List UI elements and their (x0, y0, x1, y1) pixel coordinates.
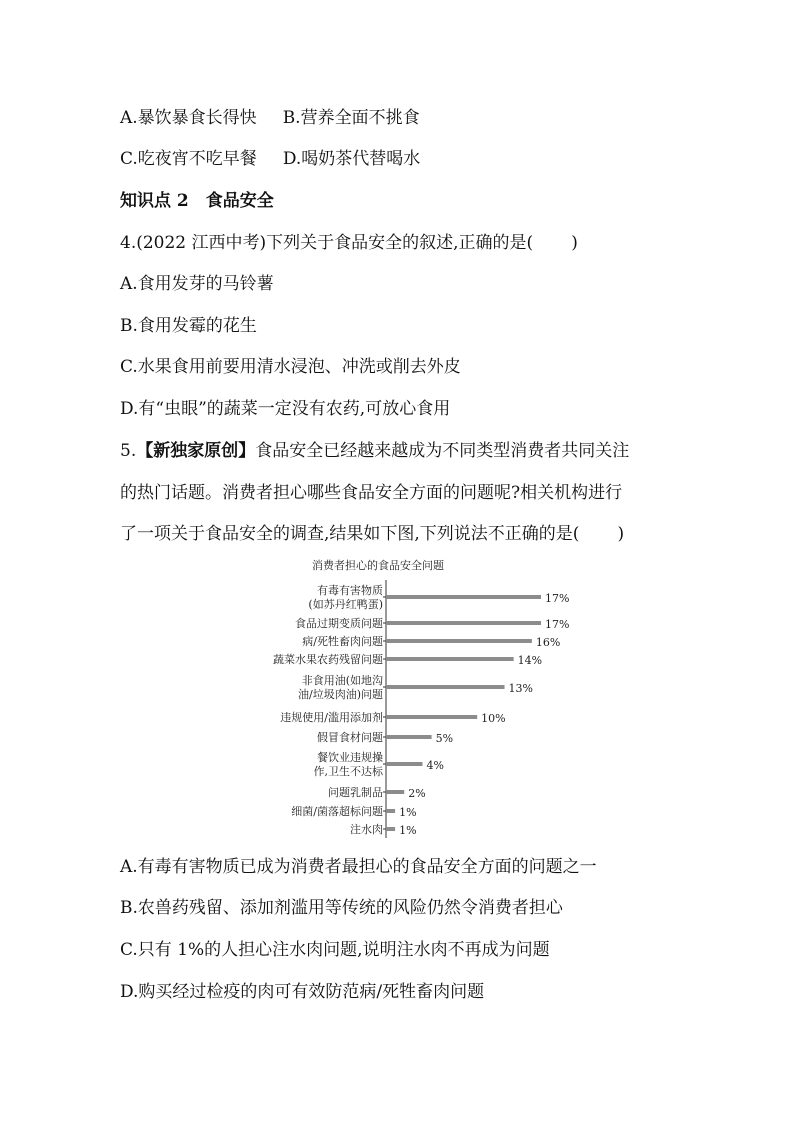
bar (386, 715, 477, 719)
q5-number: 5. (120, 441, 137, 461)
value-label: 5% (435, 732, 454, 745)
value-label: 16% (535, 636, 561, 649)
category-label: (如苏丹红鸭蛋) (308, 598, 383, 611)
value-label: 4% (426, 759, 444, 772)
q4-option-b: B.食用发霉的花生 (120, 316, 257, 336)
food-safety-bar-chart (258, 556, 570, 840)
q5-option-c: C.只有 1%的人担心注水肉问题,说明注水肉不再成为问题 (120, 940, 550, 960)
q5-stem-line-3 (120, 523, 624, 545)
category-label: 餐饮业违规操 (317, 751, 383, 764)
q4-option-d: D.有“虫眼”的蔬菜一定没有农药,可放心食用 (120, 399, 451, 419)
bar (386, 639, 532, 643)
chart-title: 消费者担心的食品安全问题 (312, 559, 444, 572)
q5-stem-line-1 (120, 440, 629, 462)
bar (386, 595, 541, 599)
q5-option-b: B.农兽药残留、添加剂滥用等传统的风险仍然令消费者担心 (120, 898, 563, 918)
q5-option-d: D.购买经过检疫的肉可有效防范病/死牲畜肉问题 (120, 982, 485, 1002)
category-label: 病/死牲畜肉问题 (302, 635, 383, 648)
bar (386, 790, 404, 794)
category-label: 问题乳制品 (328, 786, 383, 799)
q5-stem-close: ) (617, 524, 625, 544)
bar (386, 735, 432, 739)
bar (386, 621, 541, 625)
value-label: 17% (545, 592, 570, 605)
category-label: 违规使用/滥用添加剂 (280, 711, 383, 724)
bar (386, 685, 505, 689)
category-label: 有毒有害物质 (317, 584, 383, 597)
q3-option-d: D.喝奶茶代替喝水 (282, 149, 421, 169)
q5-stem-line-2: 的热门话题。消费者担心哪些食品安全方面的问题呢?相关机构进行 (120, 483, 623, 503)
q5-option-a: A.有毒有害物质已成为消费者最担心的食品安全方面的问题之一 (120, 857, 597, 877)
q3-option-a: A.暴饮暴食长得快 (120, 108, 257, 128)
value-label: 10% (481, 712, 506, 725)
category-label: 食品过期变质问题 (295, 617, 383, 630)
q4-stem (120, 232, 578, 254)
value-label: 17% (545, 618, 570, 631)
bar (386, 762, 422, 766)
value-label: 14% (517, 654, 543, 667)
q3-option-c: C.吃夜宵不吃早餐 (120, 149, 257, 169)
q3-options-row-2 (120, 148, 420, 170)
value-label: 1% (399, 824, 417, 837)
bar (386, 657, 514, 661)
category-label: 注水肉 (350, 823, 383, 836)
category-label: 非食用油(如地沟 (301, 674, 383, 687)
q3-options-row-1 (120, 107, 420, 129)
q5-line-3: 了一项关于食品安全的调查,结果如下图,下列说法不正确的是( (120, 524, 580, 544)
bar (386, 809, 395, 813)
q5-tag: 【新独家原创】 (136, 441, 256, 461)
q4-stem-close: ) (571, 233, 578, 253)
category-label: 细菌/菌落超标问题 (291, 805, 383, 818)
category-label: 油/垃圾肉油)问题 (298, 688, 383, 701)
value-label: 13% (508, 682, 533, 695)
category-label: 假冒食材问题 (317, 731, 383, 744)
q4-option-a: A.食用发芽的马铃薯 (120, 274, 274, 294)
q4-option-c: C.水果食用前要用清水浸泡、冲洗或削去外皮 (120, 357, 461, 377)
value-label: 1% (399, 806, 417, 819)
bar (386, 827, 395, 831)
q3-option-b: B.营养全面不挑食 (282, 108, 420, 128)
category-label: 蔬菜水果农药残留问题 (273, 653, 383, 666)
q4-stem-text: 4.(2022 江西中考)下列关于食品安全的叙述,正确的是( (120, 233, 534, 253)
q5-line-1: 食品安全已经越来越成为不同类型消费者共同关注 (255, 441, 630, 461)
value-label: 2% (408, 787, 426, 800)
section-title: 知识点 2 食品安全 (120, 191, 274, 211)
category-label: 作,卫生不达标 (313, 765, 383, 778)
